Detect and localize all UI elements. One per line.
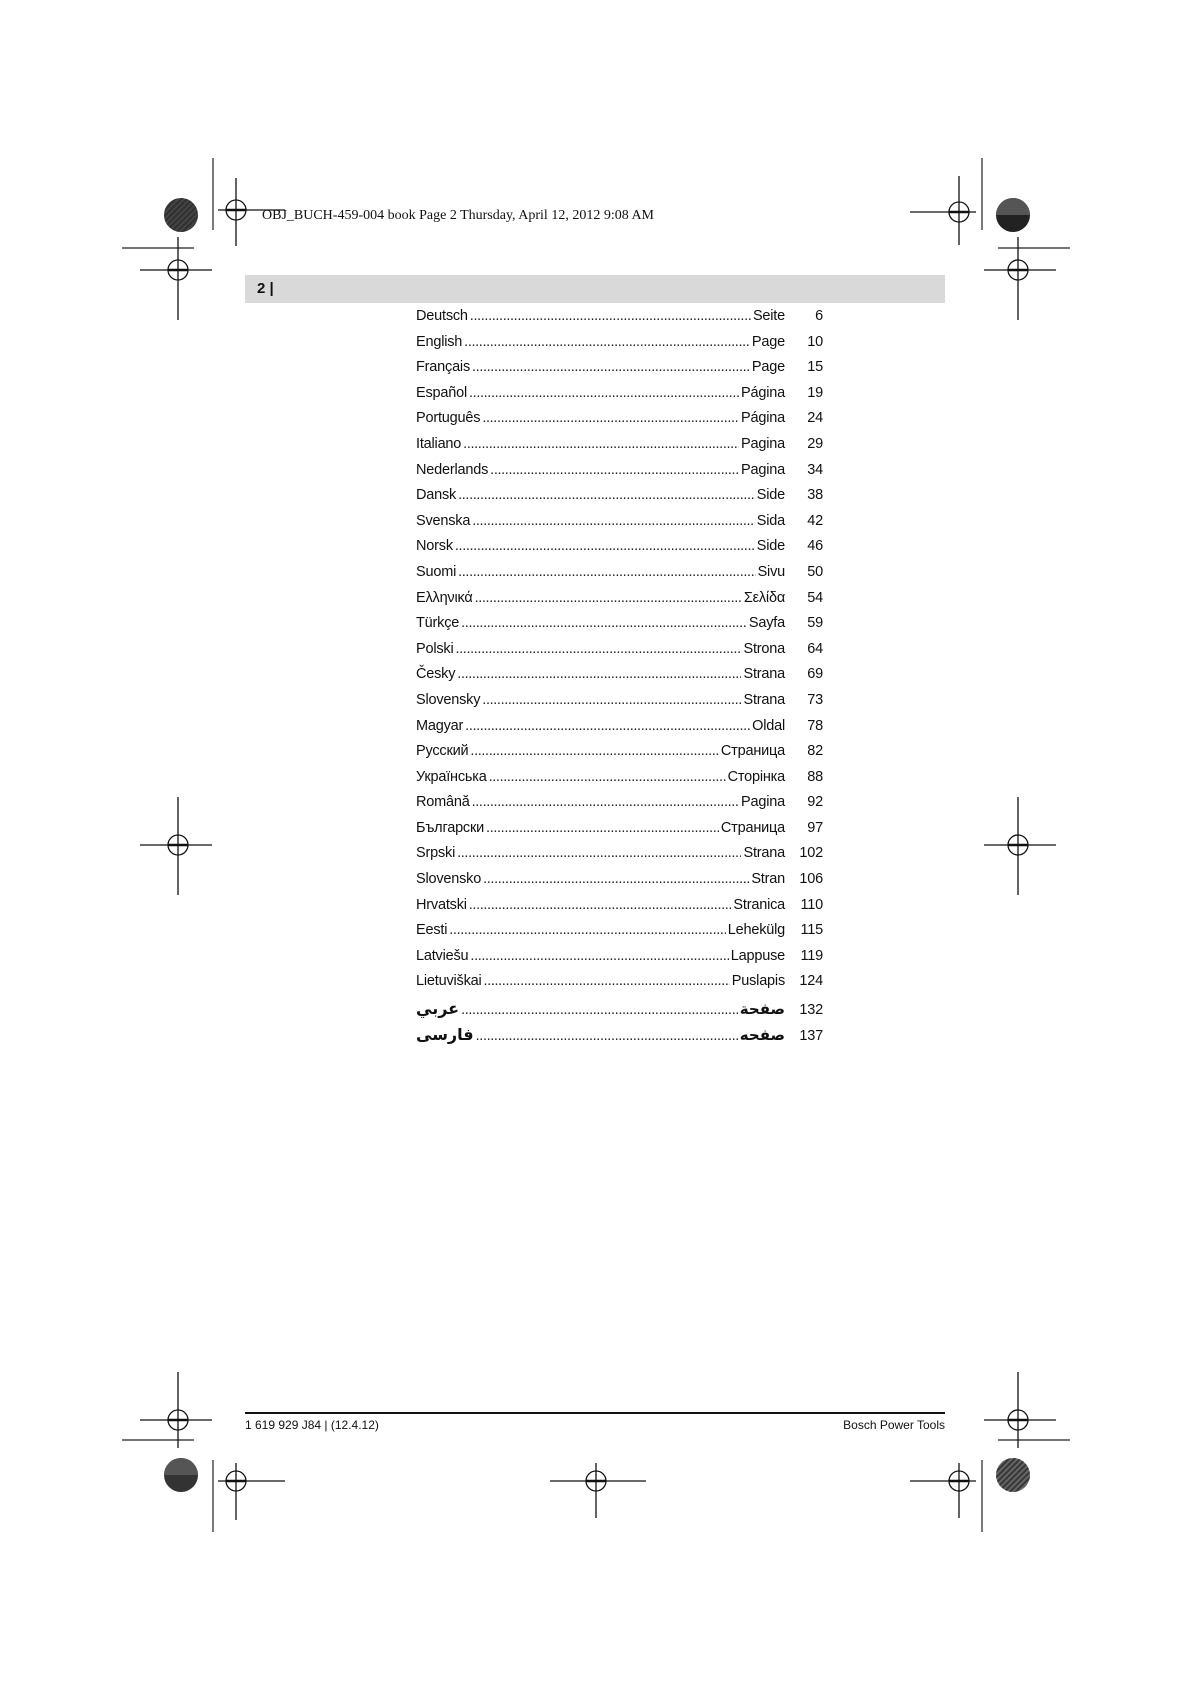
- toc-entry[interactable]: [416, 743, 823, 769]
- toc-page-number: 110: [800, 896, 823, 913]
- toc-page-label: Puslapis: [731, 973, 785, 990]
- toc-page-number: 69: [807, 666, 823, 683]
- toc-page-number: 137: [799, 1027, 823, 1044]
- toc-page-number: 38: [807, 487, 823, 504]
- toc-entry[interactable]: [416, 513, 823, 539]
- toc-leader-dots: [489, 769, 726, 785]
- toc-leader-dots: [470, 948, 728, 964]
- crosshair-target-icon: [984, 237, 1056, 320]
- toc-page-label: Page: [751, 333, 785, 350]
- toc-language: Română: [416, 794, 470, 811]
- toc-page-number: 24: [807, 410, 823, 427]
- toc-language: Deutsch: [416, 308, 468, 324]
- footer-rule: [245, 1412, 945, 1414]
- toc-language: Nederlands: [416, 461, 489, 478]
- toc-language: Português: [416, 410, 481, 427]
- toc-page-number: 97: [807, 819, 823, 836]
- toc-page-label: Oldal: [752, 717, 785, 734]
- crosshair-target-icon: [140, 237, 212, 320]
- toc-page-label: Página: [741, 410, 785, 427]
- toc-entry[interactable]: [416, 871, 823, 897]
- crosshair-target-icon: [984, 1372, 1056, 1448]
- toc-language: فارسی: [416, 1024, 474, 1044]
- toc-language: Magyar: [416, 717, 464, 734]
- toc-language: Български: [416, 819, 485, 836]
- toc-page-label: Stran: [751, 871, 785, 888]
- toc-language: Srpski: [416, 845, 456, 862]
- toc-language: Polski: [416, 640, 454, 657]
- toc-language: Ελληνικά: [416, 589, 473, 606]
- toc-leader-dots: [470, 743, 718, 759]
- toc-leader-dots: [458, 487, 755, 503]
- footer-brand: Bosch Power Tools: [843, 1418, 945, 1432]
- toc-leader-dots: [482, 410, 739, 426]
- toc-leader-dots: [455, 641, 741, 657]
- toc-leader-dots: [472, 513, 755, 529]
- toc-leader-dots: [449, 922, 725, 938]
- toc-entry[interactable]: [416, 973, 823, 999]
- toc-leader-dots: [457, 666, 741, 682]
- toc-entry[interactable]: [416, 334, 823, 360]
- toc-entry[interactable]: [416, 590, 823, 616]
- toc-entry[interactable]: [416, 999, 823, 1025]
- toc-entry[interactable]: [416, 666, 823, 692]
- toc-page-number: 73: [807, 691, 823, 708]
- toc-page-number: 54: [807, 589, 823, 606]
- toc-language: Norsk: [416, 538, 453, 555]
- toc-entry[interactable]: [416, 692, 823, 718]
- crosshair-target-icon: [140, 797, 212, 895]
- toc-page-label: Strana: [743, 666, 785, 683]
- toc-page-number: 119: [800, 947, 823, 964]
- crosshair-target-icon: [910, 1463, 976, 1518]
- toc-page-number: 42: [807, 512, 823, 529]
- toc-leader-dots: [461, 1002, 738, 1018]
- toc-leader-dots: [483, 871, 749, 887]
- toc-leader-dots: [482, 692, 741, 708]
- toc-page-label: Strona: [743, 640, 785, 657]
- toc-language: Lietuviškai: [416, 973, 482, 990]
- toc-entry[interactable]: [416, 769, 823, 795]
- toc-page-label: Sayfa: [748, 615, 785, 632]
- toc-entry[interactable]: [416, 308, 823, 334]
- toc-entry[interactable]: [416, 436, 823, 462]
- toc-page-label: صفحه: [739, 1025, 785, 1044]
- toc-leader-dots: [486, 820, 719, 836]
- toc-page-label: Страница: [720, 819, 785, 836]
- toc-entry[interactable]: [416, 462, 823, 488]
- toc-page-number: 88: [807, 768, 823, 785]
- toc-page-number: 15: [807, 359, 823, 376]
- toc-page-label: Side: [756, 487, 785, 504]
- toc-entry[interactable]: [416, 820, 823, 846]
- toc-page-number: 34: [807, 461, 823, 478]
- toc-leader-dots: [476, 1028, 738, 1044]
- toc-page-number: 59: [807, 615, 823, 632]
- crosshair-target-icon: [910, 176, 976, 245]
- toc-page-label: صفحة: [739, 1000, 785, 1019]
- toc-language: Русский: [416, 743, 469, 760]
- toc-entry[interactable]: [416, 615, 823, 641]
- toc-page-number: 19: [807, 384, 823, 401]
- footer-document-code: 1 619 929 J84 | (12.4.12): [245, 1418, 379, 1432]
- toc-entry[interactable]: [416, 1025, 823, 1051]
- crosshair-target-icon: [140, 1372, 212, 1448]
- toc-leader-dots: [455, 538, 755, 554]
- toc-language: Español: [416, 384, 467, 401]
- toc-page-number: 10: [807, 333, 823, 350]
- toc-page-label: Side: [756, 538, 785, 555]
- toc-entry[interactable]: [416, 794, 823, 820]
- crosshair-target-icon: [218, 1463, 285, 1520]
- toc-page-number: 115: [800, 922, 823, 939]
- toc-leader-dots: [465, 718, 750, 734]
- toc-page-label: Página: [741, 384, 785, 401]
- toc-leader-dots: [472, 794, 739, 810]
- toc-leader-dots: [464, 334, 750, 350]
- toc-language: Latviešu: [416, 947, 469, 964]
- toc-language: Dansk: [416, 487, 457, 504]
- toc-entry[interactable]: [416, 845, 823, 871]
- registration-circle-icon: [164, 1458, 198, 1492]
- crosshair-target-icon: [550, 1463, 646, 1518]
- toc-page-number: 78: [807, 717, 823, 734]
- toc-page-label: Сторінка: [727, 768, 785, 785]
- toc-page-label: Page: [751, 359, 785, 376]
- toc-language: Italiano: [416, 435, 462, 452]
- toc-page-number: 46: [807, 538, 823, 555]
- toc-page-label: Strana: [743, 845, 785, 862]
- toc-language: Slovensky: [416, 691, 481, 708]
- toc-page-label: Σελίδα: [743, 589, 785, 606]
- toc-entry[interactable]: [416, 385, 823, 411]
- toc-page-label: Lappuse: [730, 947, 785, 964]
- toc-entry[interactable]: [416, 538, 823, 564]
- toc-entry[interactable]: [416, 359, 823, 385]
- toc-page-number: 106: [799, 871, 823, 888]
- toc-language: Hrvatski: [416, 896, 467, 913]
- toc-language: English: [416, 333, 463, 350]
- toc-leader-dots: [458, 564, 755, 580]
- toc-page-number: 102: [799, 845, 823, 862]
- toc-page-number: 50: [807, 563, 823, 580]
- toc-page-label: Sida: [756, 512, 785, 529]
- toc-language: Français: [416, 359, 470, 376]
- toc-leader-dots: [457, 845, 741, 861]
- toc-entry[interactable]: [416, 641, 823, 667]
- toc-leader-dots: [472, 359, 750, 375]
- toc-entry[interactable]: [416, 718, 823, 744]
- toc-entry[interactable]: [416, 948, 823, 974]
- toc-leader-dots: [490, 462, 739, 478]
- toc-page-number: 64: [807, 640, 823, 657]
- toc-language: Türkçe: [416, 615, 460, 632]
- toc-leader-dots: [469, 385, 739, 401]
- toc-page-label: Pagina: [741, 794, 785, 811]
- toc-page-label: Strana: [743, 691, 785, 708]
- toc-entry[interactable]: [416, 922, 823, 948]
- page-number: 2 |: [257, 280, 274, 297]
- toc-entry[interactable]: [416, 487, 823, 513]
- toc-page-label: Seite: [752, 308, 785, 324]
- toc-page-number: 124: [799, 973, 823, 990]
- toc-language: Slovensko: [416, 871, 482, 888]
- toc-language: Українська: [416, 768, 487, 785]
- toc-leader-dots: [470, 308, 751, 324]
- toc-page-number: 92: [807, 794, 823, 811]
- toc-entry[interactable]: [416, 564, 823, 590]
- registration-circle-icon: [996, 1458, 1030, 1492]
- toc-page-number: 132: [799, 1002, 823, 1019]
- toc-page-number: 29: [807, 435, 823, 452]
- toc-page-label: Pagina: [741, 461, 785, 478]
- toc-leader-dots: [475, 590, 742, 606]
- registration-circle-icon: [164, 198, 198, 232]
- toc-leader-dots: [461, 615, 747, 631]
- toc-leader-dots: [463, 436, 739, 452]
- toc-language: عربي: [416, 999, 460, 1019]
- print-slug: OBJ_BUCH-459-004 book Page 2 Thursday, April 12, 2012 9:08 AM: [262, 208, 654, 223]
- toc-leader-dots: [484, 973, 730, 989]
- registration-circle-icon: [996, 198, 1030, 232]
- toc-page-label: Sivu: [757, 563, 785, 580]
- toc-language: Svenska: [416, 512, 471, 529]
- toc-entry[interactable]: [416, 897, 823, 923]
- crosshair-target-icon: [984, 797, 1056, 895]
- toc-entry[interactable]: [416, 410, 823, 436]
- toc-page-label: Pagina: [741, 435, 785, 452]
- header-bar: [245, 275, 945, 303]
- toc-leader-dots: [469, 897, 732, 913]
- toc-page-label: Lehekülg: [727, 922, 785, 939]
- toc-language: Suomi: [416, 563, 457, 580]
- toc-language: Eesti: [416, 922, 448, 939]
- toc-page-label: Stranica: [733, 896, 785, 913]
- toc-page-number: 82: [807, 743, 823, 760]
- table-of-contents: [416, 308, 823, 1050]
- toc-page-label: Страница: [720, 743, 785, 760]
- toc-language: Česky: [416, 666, 456, 683]
- toc-page-number: 6: [815, 308, 823, 324]
